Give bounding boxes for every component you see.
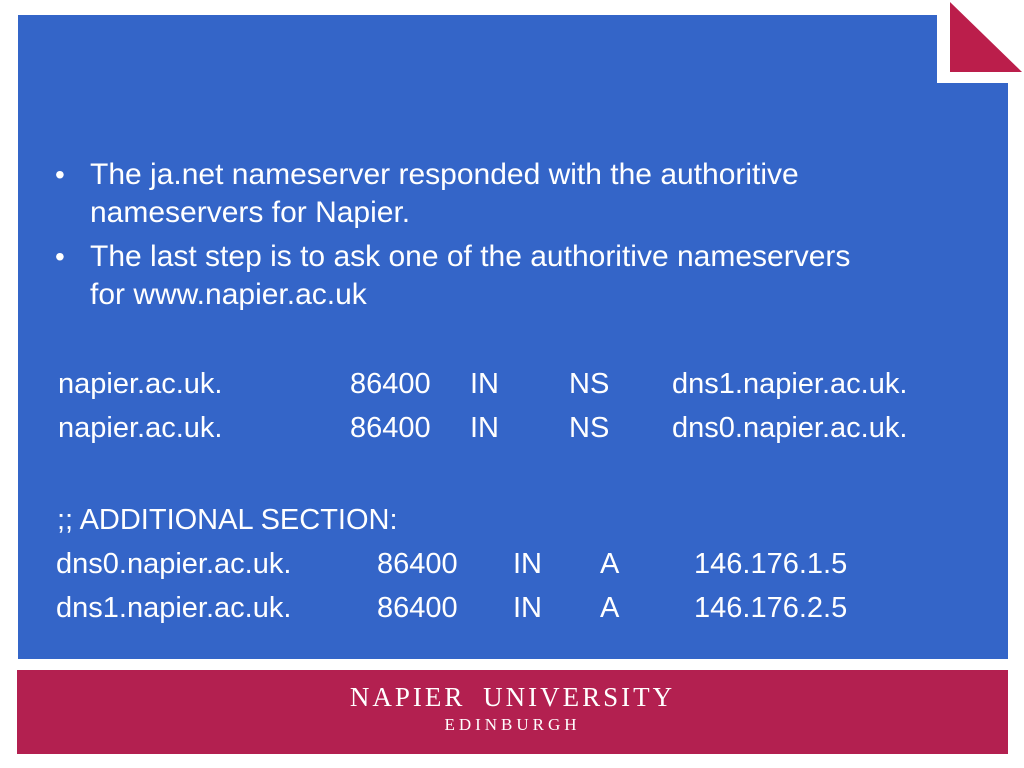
dns-record-row <box>58 406 907 450</box>
bullet-item <box>55 238 960 314</box>
bullet-list <box>55 156 960 320</box>
dns-record-value: dns0.napier.ac.uk. <box>672 412 908 444</box>
bullet-text-line: The last step is to ask one of the authoritive nameservers <box>90 240 851 273</box>
dns-record-row <box>56 542 847 586</box>
dns-record-ttl: 86400 <box>377 548 458 580</box>
dns-record-type: A <box>600 592 620 624</box>
dns-record-type: NS <box>569 368 610 400</box>
dns-record-name: dns0.napier.ac.uk. <box>56 548 292 580</box>
bullet-text-line: nameservers for Napier. <box>90 196 411 229</box>
dns-record-class: IN <box>513 592 542 624</box>
dns-record-value: 146.176.2.5 <box>694 592 848 624</box>
dns-record-class: IN <box>470 412 499 444</box>
bullet-text <box>90 156 960 232</box>
university-logo-subtitle: EDINBURGH <box>444 715 581 734</box>
dns-record-type: A <box>600 548 620 580</box>
dns-record-type: NS <box>569 412 610 444</box>
bullet-marker-icon: • <box>55 159 65 190</box>
university-logo-title: NAPIER UNIVERSITY <box>349 682 676 712</box>
additional-section-heading: ;; ADDITIONAL SECTION: <box>57 504 398 536</box>
footer-bar <box>17 670 1008 754</box>
dns-record-name: napier.ac.uk. <box>58 368 223 400</box>
bullet-item <box>55 156 960 232</box>
dns-record-row <box>56 586 847 630</box>
dns-record-value: 146.176.1.5 <box>694 548 848 580</box>
corner-triangle-icon <box>950 2 1022 72</box>
dns-record-class: IN <box>470 368 499 400</box>
bullet-text-line: The ja.net nameserver responded with the authoritive <box>90 158 799 191</box>
dns-record-ttl: 86400 <box>350 368 431 400</box>
bullet-text <box>90 238 960 314</box>
dns-record-name: dns1.napier.ac.uk. <box>56 592 292 624</box>
dns-record-ttl: 86400 <box>350 412 431 444</box>
bullet-marker-icon: • <box>55 241 65 272</box>
dns-record-row <box>58 362 907 406</box>
dns-record-ttl: 86400 <box>377 592 458 624</box>
bullet-text-line: for www.napier.ac.uk <box>90 278 367 311</box>
dns-record-value: dns1.napier.ac.uk. <box>672 368 908 400</box>
dns-record-name: napier.ac.uk. <box>58 412 223 444</box>
dns-record-class: IN <box>513 548 542 580</box>
